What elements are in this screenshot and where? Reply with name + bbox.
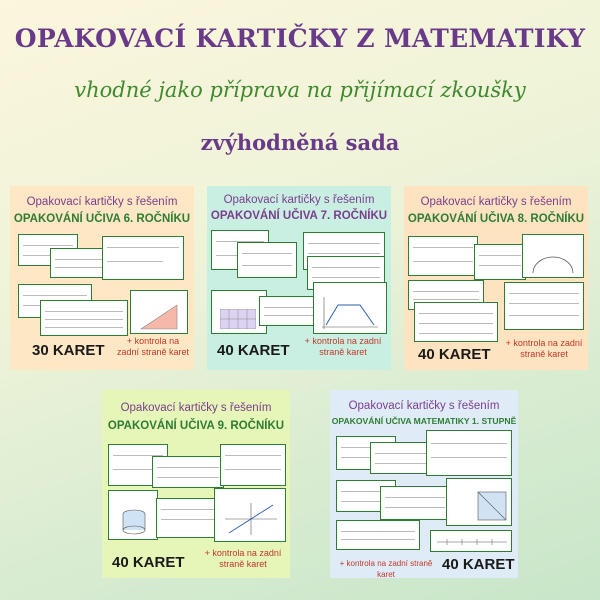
- card-preview: [446, 478, 512, 526]
- answer-key-note: + kontrola na zadní straně karet: [116, 336, 190, 357]
- card-preview: [430, 530, 512, 552]
- card-preview: [380, 486, 450, 520]
- panel-title: Opakovací kartičky s řešením: [120, 402, 272, 414]
- card-preview: [152, 456, 224, 488]
- card-preview: [220, 444, 286, 486]
- grid-figure: [220, 309, 256, 329]
- card-preview: [313, 282, 387, 334]
- card-preview: [474, 244, 526, 280]
- answer-key-note: + kontrola na zadní straně karet: [505, 338, 583, 359]
- panel-title: Opakovací kartičky s řešením: [223, 194, 375, 206]
- card-count: 40 KARET: [112, 554, 185, 571]
- product-panel-grade-8[interactable]: [404, 186, 588, 370]
- panel-subtitle: OPAKOVÁNÍ UČIVA 6. ROČNÍKU: [13, 213, 191, 225]
- semicircle-figure: [531, 255, 575, 275]
- card-preview: [414, 302, 498, 342]
- answer-key-note: + kontrola na zadní straně karet: [204, 548, 282, 569]
- panel-subtitle: OPAKOVÁNÍ UČIVA 8. ROČNÍKU: [407, 213, 585, 225]
- card-preview: [408, 236, 478, 276]
- card-preview: [370, 442, 434, 474]
- card-preview: [336, 520, 420, 550]
- cylinder-figure: [121, 509, 147, 535]
- panel-title: Opakovací kartičky s řešením: [26, 196, 178, 208]
- card-count: 40 KARET: [442, 556, 515, 573]
- card-preview: [426, 430, 512, 476]
- card-preview: [522, 234, 584, 278]
- card-preview: [259, 296, 319, 326]
- card-count: 40 KARET: [418, 346, 491, 363]
- graph-figure: [320, 295, 380, 331]
- panel-title: Opakovací kartičky s řešením: [420, 196, 572, 208]
- square-figure: [477, 491, 507, 521]
- card-preview: [130, 290, 188, 334]
- card-preview: [102, 236, 184, 280]
- triangle-figure: [139, 303, 179, 331]
- answer-key-note: + kontrola na zadní straně karet: [304, 336, 382, 357]
- graph-figure: [223, 501, 279, 537]
- product-panel-grade-9[interactable]: [102, 390, 290, 578]
- product-panel-grade-7[interactable]: [207, 186, 391, 370]
- card-preview: [156, 498, 220, 538]
- panel-subtitle: OPAKOVÁNÍ UČIVA 9. ROČNÍKU: [107, 420, 285, 432]
- panel-subtitle: OPAKOVÁNÍ UČIVA MATEMATIKY 1. STUPNĚ: [331, 416, 517, 426]
- page-subtitle: vhodné jako příprava na přijímací zkoušky: [74, 78, 526, 102]
- product-panel-grade-6[interactable]: [10, 186, 194, 370]
- panel-title: Opakovací kartičky s řešením: [348, 400, 500, 412]
- card-preview: [40, 300, 128, 336]
- answer-key-note: + kontrola na zadní straně karet: [339, 559, 433, 578]
- number-line-figure: [437, 537, 507, 547]
- card-preview: [237, 242, 297, 278]
- card-preview: [504, 282, 584, 330]
- page-title: OPAKOVACÍ KARTIČKY Z MATEMATIKY: [14, 24, 586, 53]
- product-panel-primary[interactable]: [330, 390, 518, 578]
- bundle-label: zvýhodněná sada: [200, 130, 400, 155]
- card-preview: [108, 490, 158, 540]
- card-count: 30 KARET: [32, 342, 105, 359]
- panel-subtitle: OPAKOVÁNÍ UČIVA 7. ROČNÍKU: [210, 210, 388, 222]
- card-count: 40 KARET: [217, 342, 290, 359]
- card-preview: [214, 488, 286, 542]
